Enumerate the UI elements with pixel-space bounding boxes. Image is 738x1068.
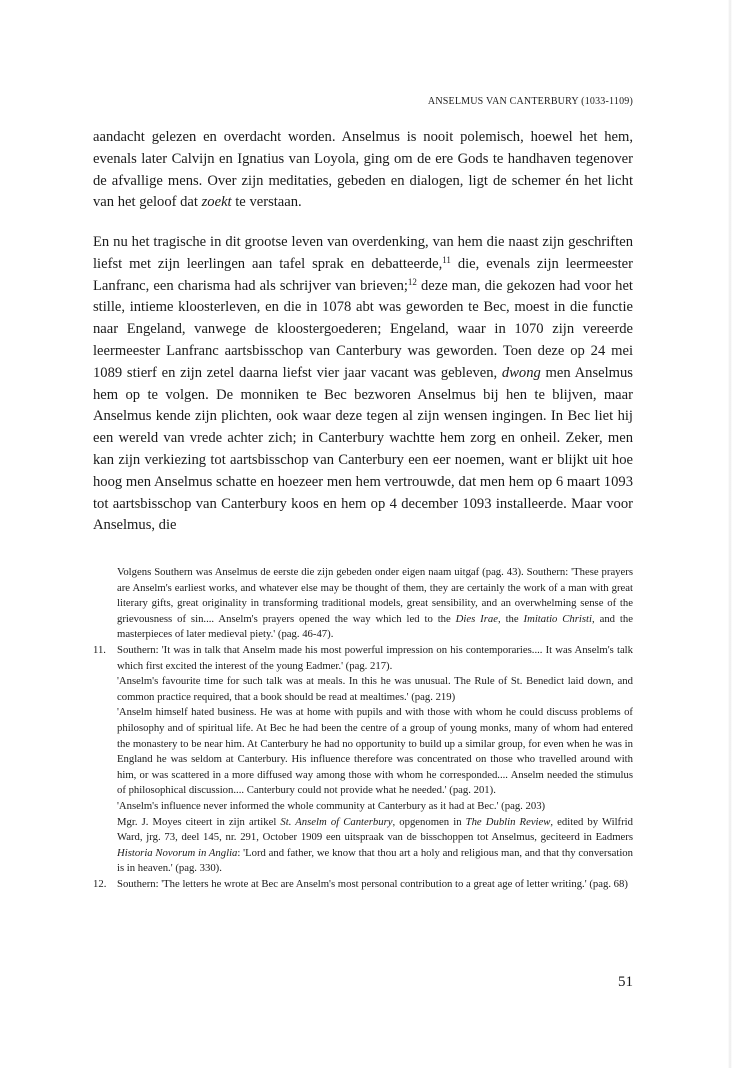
running-head: ANSELMUS VAN CANTERBURY (1033-1109) <box>427 96 633 107</box>
emphasis-text: dwong <box>501 364 541 381</box>
footnote-paragraph <box>117 565 633 643</box>
footnote-emphasis: St. Anselm of Canterbury <box>280 815 393 828</box>
footnote-emphasis: Historia Novorum in Anglia <box>117 846 238 859</box>
footnote-paragraph: 'Anselm's favourite time for such talk was at meals. In this he was unusual. The Rule of St. Benedict laid down, and common practice required, that a book should be read at mealtimes.' (pag. 219) <box>117 675 633 703</box>
footnote-ref-12: 12 <box>407 276 417 287</box>
paragraph-text: En nu het tragische in dit grootse leven van overdenking, van hem die naast zijn geschriften liefst met zijn leerlingen aan tafel sprak en debatteerde, <box>93 234 633 272</box>
footnote-emphasis: Dies Irae <box>455 612 498 625</box>
footnote-paragraph <box>117 815 633 877</box>
paragraph-text: deze man, die gekozen had voor het stille, intieme kloosterleven, en die in 1078 abt was geworden te Bec, moest in die functie naar Engeland, vanwege de kloostergoederen; Engeland, waar in 1070 zijn vereerde leermeester Lanfranc aartsbisschop van Canterbury was geworden. Toen deze op 24 mei 1089 stierf en zijn zetel daarna liefst vier jaar vacant was gebleven, <box>93 277 633 381</box>
footnote-text: : 'Lord and father, we know that thou art a holy and religious man, and that thy conversation is in heaven.' (pag. 330). <box>117 846 633 875</box>
footnote-text: , and the masterpieces of later medieval piety.' (pag. 46-47). <box>117 612 633 641</box>
footnote-text: Mgr. J. Moyes citeert in zijn artikel <box>117 815 281 828</box>
footnote-paragraph: 'Anselm's influence never informed the whole community at Canterbury as it had at Bec.' (pag. 203) <box>117 799 546 812</box>
footnotes <box>93 565 633 892</box>
footnote-12 <box>93 877 633 893</box>
footnote-number: 12. <box>93 877 107 890</box>
body-paragraph-1 <box>93 127 633 214</box>
scan-edge-shadow <box>728 0 732 1068</box>
page-number: 51 <box>618 974 633 990</box>
paragraph-text: aandacht gelezen en overdacht worden. Anselmus is nooit polemisch, hoewel het hem, evenals later Calvijn en Ignatius van Loyola, ging om de ere Gods te handhaven tegenover de afvallige mens. Over zijn meditaties, gebeden en dialogen, ligt de schemer én het licht van het geloof dat <box>93 129 633 211</box>
footnote-paragraph: Southern: 'It was in talk that Anselm made his most powerful impression on his contemporaries.... It was Anselm's talk which first excited the interest of the young Eadmer.' (pag. 217). <box>117 643 633 672</box>
footnote-ref-11: 11 <box>442 254 451 265</box>
footnote-emphasis: Imitatio Christi <box>523 612 592 625</box>
footnote-emphasis: The Dublin Review <box>465 815 551 828</box>
footnote-paragraph: Southern: 'The letters he wrote at Bec are Anselm's most personal contribution to a great age of letter writing.' (pag. 68) <box>117 877 628 890</box>
footnote-number: 11. <box>93 643 106 656</box>
paragraph-text: men Anselmus hem op te volgen. De monniken te Bec bezworen Anselmus bij hen te blijven, maar Anselmus kende zijn plichten, ook waar deze tegen al zijn wensen ingingen. In Bec liet hij een wereld van vrede achter zich; in Canterbury wachtte hem zorg en onheil. Zeker, men kan zijn verkiezing tot aartsbisschop van Canterbury een eer noemen, want er blijkt uit hoe hoog men Anselmus schatte en hoezeer men hem vertrouwde, dat men hem op 6 maart 1093 tot aartsbisschop van Canterbury koos en hem op 4 december 1093 installeerde. Maar voor Anselmus, die <box>93 364 633 534</box>
footnote-text: Volgens Southern was Anselmus de eerste die zijn gebeden onder eigen naam uitgaf (pag. 43). Southern: 'These prayers are Anselm's earliest works, and whatever else may be thought of them, they are certainly the work of a man with great literary gifts, great originality in transforming traditional models, great sensibility, and an overwhelming sense of the grievousness of sin.... Anselm's prayers opened the way which led to the <box>117 566 633 625</box>
footnote-11 <box>93 643 633 877</box>
footnote-10-continued <box>93 565 633 643</box>
emphasis-text: zoekt <box>201 194 232 211</box>
footnote-text: , edited by Wilfrid Ward, jrg. 73, deel 145, nr. 291, October 1909 een uitspraak van de bisschoppen tot Anselmus, geciteerd in Eadmers <box>117 815 633 844</box>
paragraph-text: te verstaan. <box>231 194 302 211</box>
paragraph-text: die, evenals zijn leermeester Lanfranc, een charisma had als schrijver van brieven; <box>93 255 633 294</box>
footnote-text: , opgenomen in <box>392 815 466 828</box>
footnote-paragraph: 'Anselm himself hated business. He was at home with pupils and with those with whom he could discuss problems of philosophy and of spiritual life. At Bec he had been the centre of a group of young monks, many of whom had entered the monastery to be near him. At Canterbury he had no opportunity to build up a similar group, for even when he was in England he was seldom at Canterbury. His influence therefore was concentrated on those who travelled around with him, or was scattered in a more diffused way among those with whom he corresponded.... Anselm needed the stimulus of philosophical discussion.... Canterbury could not provide what he needed.' (pag. 201). <box>117 706 633 797</box>
body-paragraph-2 <box>93 232 633 537</box>
footnote-text: , the <box>497 612 524 625</box>
